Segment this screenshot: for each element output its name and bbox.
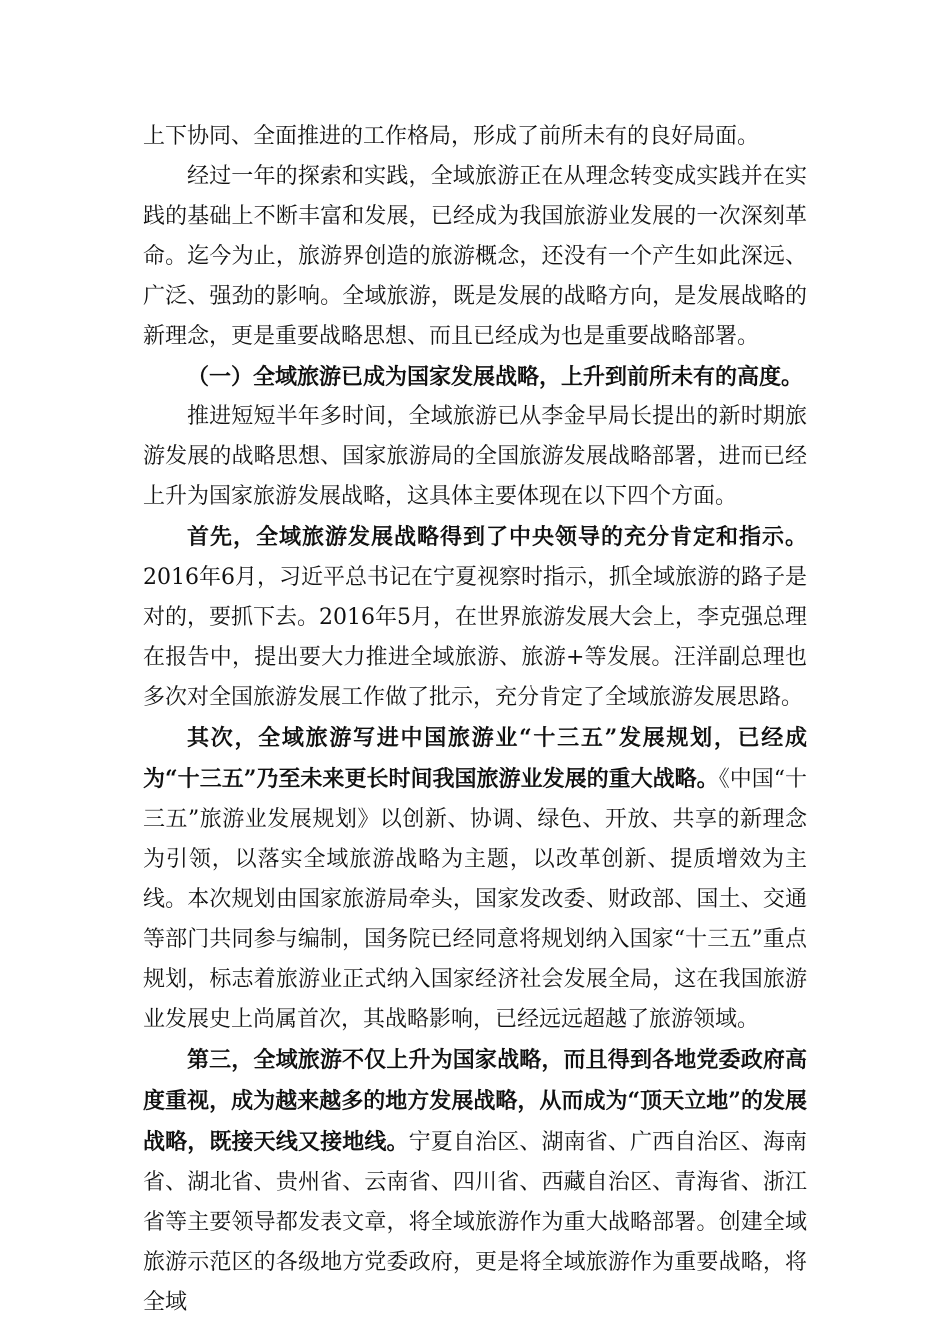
first-point-lead: 首先，全域旅游发展战略得到了中央领导的充分肯定和指示。	[187, 524, 807, 550]
first-point-body: 2016年6月，习近平总书记在宁夏视察时指示，抓全域旅游的路子是对的，要抓下去。2016年5月，在世界旅游发展大会上，李克强总理在报告中，提出要大力推进全域旅游、旅游+等发展。汪洋副总理也多次对全国旅游发展工作做了批示，充分肯定了全域旅游发展思路。	[143, 565, 807, 710]
third-point-lead: 第三，全域旅游不仅上升为国家战略，而且得到各地党委政府高度重视，成为越来越多的地方发展战略，从而成为“顶天立地”的发展战略，既接天线又接地线。	[143, 1047, 807, 1155]
paragraph-third-point	[143, 1040, 807, 1323]
second-point-body: 《中国“十三五”旅游业发展规划》以创新、协调、绿色、开放、共享的新理念为引领，以落实全域旅游战略为主题，以改革创新、提质增效为主线。本次规划由国家旅游局牵头，国家发改委、财政部、国土、交通等部门共同参与编制，国务院已经同意将规划纳入国家“十三五”重点规划，标志着旅游业正式纳入国家经济社会发展全局，这在我国旅游业发展史上尚属首次，其战略影响，已经远远超越了旅游领域。	[143, 767, 808, 1032]
second-point-lead: 其次，全域旅游写进中国旅游业“十三五”发展规划，已经成为“十三五”乃至未来更长时间我国旅游业发展的重大战略。	[143, 725, 807, 792]
paragraph-overview: 经过一年的探索和实践，全域旅游正在从理念转变成实践并在实践的基础上不断丰富和发展，已经成为我国旅游业发展的一次深刻革命。迄今为止，旅游界创造的旅游概念，还没有一个产生如此深远、广泛、强劲的影响。全域旅游，既是发展的战略方向，是发展战略的新理念，更是重要战略思想、而且已经成为也是重要战略部署。	[143, 164, 807, 349]
paragraph-continuation: 上下协同、全面推进的工作格局，形成了前所未有的良好局面。	[143, 124, 760, 149]
paragraph-second-point	[143, 718, 807, 1040]
section-heading: （一）全域旅游已成为国家发展战略，上升到前所未有的高度。	[187, 364, 804, 390]
document-page	[143, 117, 807, 1323]
third-point-body: 宁夏自治区、湖南省、广西自治区、海南省、湖北省、贵州省、云南省、四川省、西藏自治区、青海省、浙江省等主要领导都发表文章，将全域旅游作为重大战略部署。创建全域旅游示范区的各级地方党委政府，更是将全域旅游作为重要战略，将全域	[143, 1130, 807, 1315]
paragraph-intro: 推进短短半年多时间，全域旅游已从李金早局长提出的新时期旅游发展的战略思想、国家旅游局的全国旅游发展战略部署，进而已经上升为国家旅游发展战略，这具体主要体现在以下四个方面。	[143, 404, 807, 509]
paragraph-first-point	[143, 517, 807, 718]
